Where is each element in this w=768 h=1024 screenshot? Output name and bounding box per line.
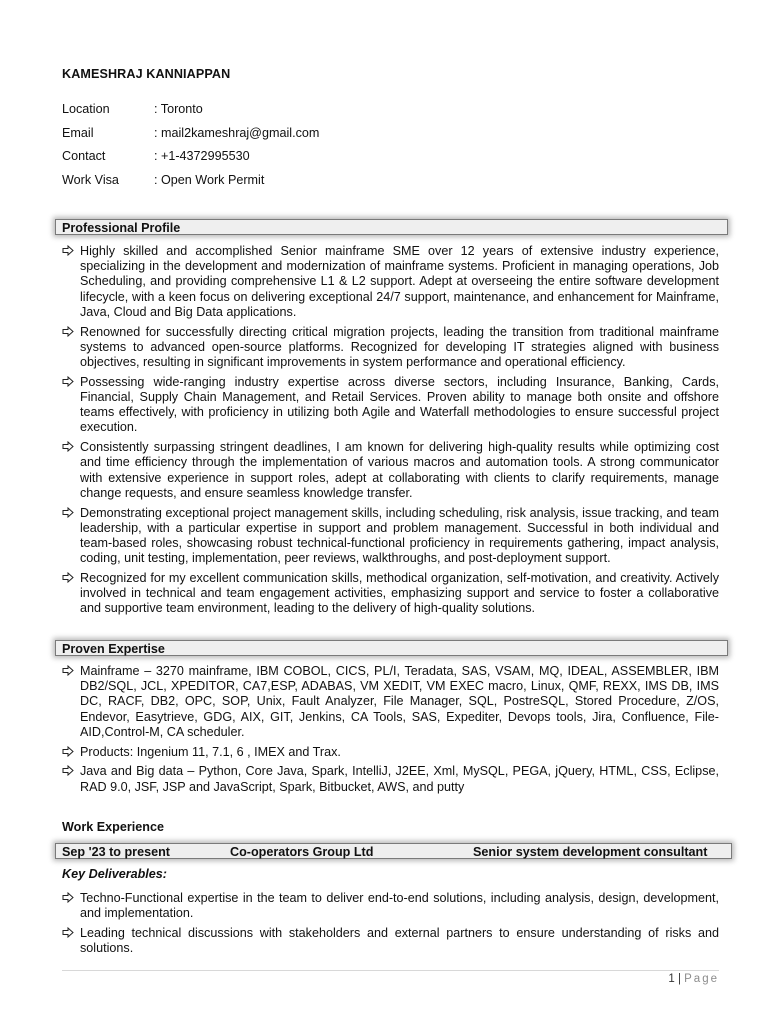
- arrow-bullet-icon: [62, 572, 75, 584]
- page-separator: |: [677, 973, 681, 985]
- section-header-profile: Professional Profile: [55, 219, 728, 235]
- bullet-text: Java and Big data – Python, Core Java, Spark, IntelliJ, J2EE, Xml, MySQL, PEGA, jQuery, HTML, CSS, Eclipse, RAD 9.0, JSF, JSP and JavaScript, Spark, Bitbucket, AWS, and putty: [80, 764, 719, 794]
- arrow-bullet-icon: [62, 326, 75, 338]
- contact-value: : +1-4372995530: [154, 149, 250, 163]
- contact-block: [62, 101, 722, 195]
- list-item: [62, 375, 719, 436]
- expertise-bullet-list: [62, 664, 719, 799]
- deliverables-bullet-list: [62, 891, 719, 961]
- contact-label: Contact: [62, 149, 106, 163]
- job-header-bar: [55, 843, 732, 859]
- bullet-text: Leading technical discussions with stakeholders and external partners to ensure understanding of risks and solutions.: [80, 926, 719, 956]
- contact-value: : Open Work Permit: [154, 172, 265, 187]
- arrow-bullet-icon: [62, 507, 75, 519]
- job-company: Co-operators Group Ltd: [230, 845, 374, 859]
- page-number: 1: [668, 973, 675, 985]
- list-item: [62, 891, 719, 921]
- contact-label: Email: [62, 125, 94, 140]
- bullet-text: Recognized for my excellent communication skills, methodical organization, self-motivation, and creativity. Actively involved in technical and team engagement activities, emphasizing support and service to foster a collaborative and supportive team environment, leading to the delivery of high-quality solutions.: [80, 571, 719, 616]
- bullet-text: Products: Ingenium 11, 7.1, 6 , IMEX and Trax.: [80, 744, 341, 759]
- arrow-bullet-icon: [62, 927, 75, 939]
- arrow-bullet-icon: [62, 376, 75, 388]
- list-item: [62, 571, 719, 617]
- contact-label: Work Visa: [62, 172, 119, 187]
- list-item: [62, 440, 719, 501]
- bullet-text: Consistently surpassing stringent deadlines, I am known for delivering high-quality results while optimizing cost and time efficiency through the implementation of various macros and automation tools. A strong communicator with extensive experience in support roles, adept at collaborating with clients to clarify requirements, manage change requests, and ensure seamless knowledge transfer.: [80, 440, 719, 500]
- arrow-bullet-icon: [62, 245, 75, 257]
- page-label: Page: [684, 973, 719, 985]
- arrow-bullet-icon: [62, 665, 75, 677]
- job-role: Senior system development consultant: [473, 845, 708, 859]
- profile-bullet-list: [62, 244, 719, 621]
- page-footer: [668, 973, 719, 985]
- bullet-text: Highly skilled and accomplished Senior mainframe SME over 12 years of extensive industry experience, specializing in the development and modernization of mainframe systems. Proficient in managing operations, Job Scheduling, and providing comprehensive L1 & L2 support. Adept at overseeing the entire software development lifecycle, with a keen focus on delivering exceptional 24/7 support, maintenance, and enhancement for Mainframe, Java, Cloud and Big Data applications.: [80, 244, 719, 319]
- contact-value: : Toronto: [154, 102, 203, 116]
- section-header-expertise: Proven Expertise: [55, 640, 728, 656]
- bullet-text: Techno-Functional expertise in the team to deliver end-to-end solutions, including analysis, design, development, and implementation.: [80, 891, 719, 921]
- key-deliverables-title: Key Deliverables:: [62, 867, 168, 881]
- contact-row-visa: [62, 172, 722, 196]
- bullet-text: Demonstrating exceptional project management skills, including scheduling, risk analysis, issue tracking, and team leadership, with a particular expertise in support and problem management. Successful in both individual and team-based roles, showcasing robust technical-functional proficiency in requirements gathering, impact analysis, coding, unit testing, implementation, peer reviews, walkthroughs, and post-deployment support.: [80, 505, 719, 566]
- list-item: [62, 244, 719, 320]
- list-item: [62, 325, 719, 371]
- contact-row-phone: [62, 148, 722, 172]
- bullet-text: Mainframe – 3270 mainframe, IBM COBOL, CICS, PL/I, Teradata, SAS, VSAM, MQ, IDEAL, ASSEMBLER, IBM DB2/SQL, JCL, XPEDITOR, CA7,ESP, ADABAS, VM XEDIT, VM EXEC macro, Linux, QMF, REXX, IMS DB, IMS DC, RACF, DB2, OPC, SOP, Unix, Fault Analyzer, File Manager, SQL, PostreSQL, Stored Procedure, Z/OS, Endevor, Easytrieve, GDG, AIX, GIT, Jenkins, CA Tools, SAS, Expediter, Devops tools, Jira, Confluence, File-AID,Control-M, CA scheduler.: [80, 664, 719, 739]
- list-item: [62, 745, 719, 760]
- list-item: [62, 926, 719, 956]
- arrow-bullet-icon: [62, 441, 75, 453]
- arrow-bullet-icon: [62, 892, 75, 904]
- arrow-bullet-icon: [62, 765, 75, 777]
- work-experience-title: Work Experience: [62, 820, 164, 834]
- bullet-text: Possessing wide-ranging industry expertise across diverse sectors, including Insurance, Banking, Cards, Financial, Supply Chain Management, and Retail Services. Proven ability to manage both onsite and offshore teams effectively, with proficiency in utilizing both Agile and Waterfall methodologies to ensure successful project execution.: [80, 374, 719, 435]
- contact-label: Location: [62, 102, 110, 116]
- list-item: [62, 506, 719, 567]
- contact-value: : mail2kameshraj@gmail.com: [154, 125, 320, 140]
- contact-row-email: [62, 125, 722, 149]
- list-item: [62, 664, 719, 740]
- contact-row-location: [62, 101, 722, 125]
- job-period: Sep '23 to present: [62, 845, 170, 859]
- bullet-text: Renowned for successfully directing critical migration projects, leading the transition from traditional mainframe systems to advanced open-source platforms. Recognized for developing IT strategies aligned with business objectives, resulting in significant improvements in system performance and operational efficiency.: [80, 324, 719, 370]
- footer-divider: [62, 970, 719, 971]
- arrow-bullet-icon: [62, 746, 75, 758]
- candidate-name: KAMESHRAJ KANNIAPPAN: [62, 67, 231, 81]
- list-item: [62, 764, 719, 794]
